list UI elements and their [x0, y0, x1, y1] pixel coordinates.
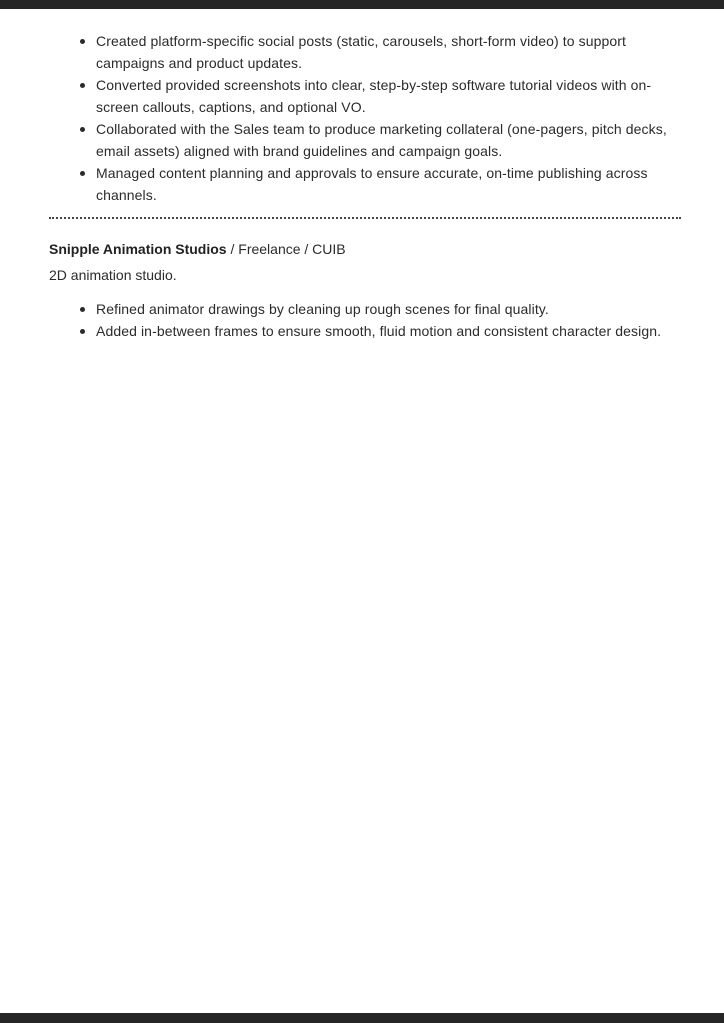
bullet-item: Managed content planning and approvals to ensure accurate, on-time publishing across channels.	[49, 162, 681, 206]
bullet-item: Collaborated with the Sales team to produce marketing collateral (one-pagers, pitch decks, email assets) aligned with brand guidelines and campaign goals.	[49, 118, 681, 162]
bullet-item: Refined animator drawings by cleaning up rough scenes for final quality.	[49, 298, 681, 320]
bullet-item: Added in-between frames to ensure smooth, fluid motion and consistent character design.	[49, 320, 681, 342]
resume-page-content	[49, 30, 681, 342]
bullet-item: Created platform-specific social posts (static, carousels, short-form video) to support campaigns and product updates.	[49, 30, 681, 74]
company-name: Snipple Animation Studios	[49, 241, 227, 257]
job-description: 2D animation studio.	[49, 267, 177, 283]
bottom-border-bar	[0, 1013, 724, 1023]
job-bullet-list	[49, 298, 681, 342]
job-details: / Freelance / CUIB	[226, 241, 346, 257]
top-border-bar	[0, 0, 724, 9]
bullet-item: Converted provided screenshots into clear, step-by-step software tutorial videos with on-screen callouts, captions, and optional VO.	[49, 74, 681, 118]
experience-bullet-list	[49, 30, 681, 206]
dotted-divider	[49, 217, 681, 219]
job-header	[49, 238, 681, 260]
